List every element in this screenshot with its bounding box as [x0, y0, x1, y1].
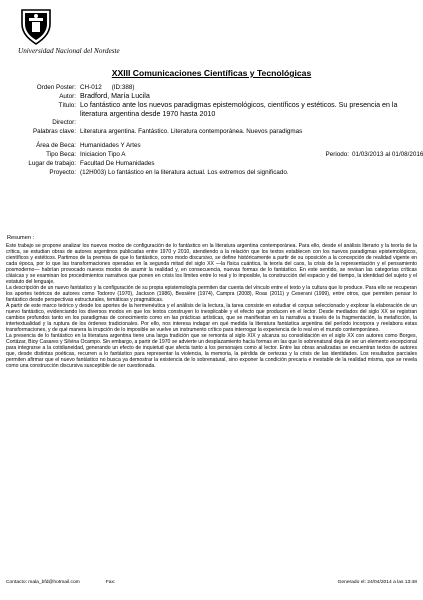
project-row: [6, 168, 418, 177]
area-row: [6, 141, 418, 150]
author-label: Autor:: [59, 93, 76, 100]
order-label: Orden Poster:: [36, 84, 76, 91]
project-label: Proyecto:: [49, 169, 76, 176]
contact-email: Contacto: mala_bfd@hotmail.com: [6, 580, 80, 585]
area-value: Humanidades Y Artes: [80, 142, 141, 149]
keywords-row: [6, 127, 418, 136]
generated-timestamp: Generado el: 24/04/2014 a las 13:48: [337, 580, 417, 585]
page-footer: [6, 580, 417, 585]
title-row: [6, 101, 418, 118]
keywords-value: Literatura argentina. Fantástico. Literatura contemporánea. Nuevos paradigmas: [80, 128, 303, 135]
type-row: [6, 150, 423, 159]
author-value: Bradford, María Lucila: [80, 92, 150, 100]
period-value: 01/03/2013 al 01/08/2016: [352, 151, 423, 158]
record-metadata: [6, 83, 423, 177]
fax-label: Fax:: [105, 580, 116, 585]
title-value: Lo fantástico ante los nuevos paradigmas epistemológicos, científicos y estéticos. Su presencia en la literatura argentina desde 1970 hasta 2010: [80, 101, 398, 118]
order-value: CH-012: [80, 84, 102, 91]
conference-title: XXIII Comunicaciones Científicas y Tecnológicas: [111, 68, 312, 78]
period-label: Periodo:: [325, 151, 349, 158]
order-code: (ID:388): [111, 84, 135, 91]
director-label: Director:: [52, 119, 76, 126]
title-label: Título:: [58, 102, 76, 109]
university-logo: [18, 6, 120, 55]
project-value: (12H003) Lo fantástico en la literatura actual. Los extremos del significado.: [80, 169, 289, 176]
summary-paragraph: La presencia de lo fantástico en la literatura argentina tiene una larga tradición que se remonta al siglo XIX y alcanza su consolidación en el siglo XX con autores como Borges, Cortázar, Bioy Casares y Silvina Ocampo. Sin embargo, a partir de 1970 se advierte un desplazamiento hacia formas en las que lo sobrenatural deja de ser un elemento excepcional para integrarse a la cotidianeidad, generando un efecto de inquietud que afecta tanto a los personajes como al lector. Entre las obras analizadas se encuentran textos de autores que, desde distintas poéticas, recurren a lo fantástico para representar la violencia, la memoria, la pérdida de certezas y la crisis de las identidades. Los resultados parciales permiten afirmar que el nuevo fantástico no busca ya demostrar la existencia de lo sobrenatural, sino exponer la condición precaria e inestable de la realidad misma, que se revela como una construcción discursiva susceptible de ser cuestionada.: [6, 333, 417, 370]
type-label: Tipo Beca:: [46, 151, 76, 158]
summary-paragraph: Este trabajo se propone analizar los nuevos modos de configuración de lo fantástico en la literatura argentina contemporánea. Para ello, desde el análisis literario y la teoría de la crítica, se estudian obras de autores argentinos publicadas entre 1970 y 2010, atendiendo a la relación que los textos establecen con los nuevos paradigmas epistemológicos, científicos y estéticos. Partimos de la premisa de que lo fantástico, como modo discursivo, se define históricamente a partir de su oposición a la concepción de realidad vigente en cada época, por lo que las transformaciones operadas en la segunda mitad del siglo XX —la física cuántica, la teoría del caos, la crisis de la representación y el pensamiento posmoderno— habrían provocado nuevos modos de asumir la realidad y, en consecuencia, nuevas formas de lo fantástico. En este sentido, se revisan las categorías críticas clásicas y se examinan los procedimientos narrativos que ponen en crisis los límites entre lo real y lo imposible, la construcción del espacio y del tiempo, la identidad del sujeto y el estatuto del lenguaje.: [6, 243, 417, 286]
place-label: Lugar de trabajo:: [28, 160, 76, 167]
summary-paragraph: A partir de este marco teórico y desde los aportes de la hermenéutica y el análisis de la lectura, la tarea consiste en estudiar el corpus seleccionado y explorar la elaboración de un nuevo fantástico, evidenciando los diversos modos en que los textos construyen lo inexplicable y el efecto que producen en el lector. Desde mediados del siglo XX se registran cambios profundos tanto en los paradigmas de conocimiento como en las prácticas artísticas, que se manifiestan en la narrativa a través de la fragmentación, la metaficción, la intertextualidad y la ruptura de los órdenes tradicionales. Por ello, nos interesa indagar en qué medida la literatura fantástica argentina del período incorpora y reelabora estas transformaciones, y de qué manera la irrupción de lo imposible se vuelve un instrumento crítico para interrogar la experiencia de lo real en el mundo contemporáneo.: [6, 303, 417, 334]
author-row: [6, 92, 418, 101]
summary-label: Resumen :: [7, 235, 35, 241]
director-value: [80, 118, 418, 127]
summary-paragraph: La descripción de un nuevo fantástico y la configuración de su propia epistemología permiten dar cuenta del vínculo entre el texto y la cultura que lo produce. Para ello se recuperan los aportes teóricos de autores como Todorov (1970), Jackson (1986), Bessière (1974), Campra (2008), Roas (2011) y Ceserani (1999), entre otros, que permiten pensar lo fantástico desde perspectivas estructurales, temáticas y pragmáticas.: [6, 285, 417, 304]
institution-name: Universidad Nacional del Nordeste: [18, 47, 120, 55]
order-row: [6, 83, 418, 92]
keywords-label: Palabras clave:: [32, 128, 76, 135]
area-label: Área de Beca:: [36, 142, 76, 149]
shield-icon: [18, 6, 54, 46]
summary-body: [6, 243, 417, 369]
place-row: [6, 159, 418, 168]
director-row: [6, 118, 418, 127]
type-value: Iniciacion Tipo A: [80, 151, 126, 158]
place-value: Facultad De Humanidades: [80, 160, 155, 167]
